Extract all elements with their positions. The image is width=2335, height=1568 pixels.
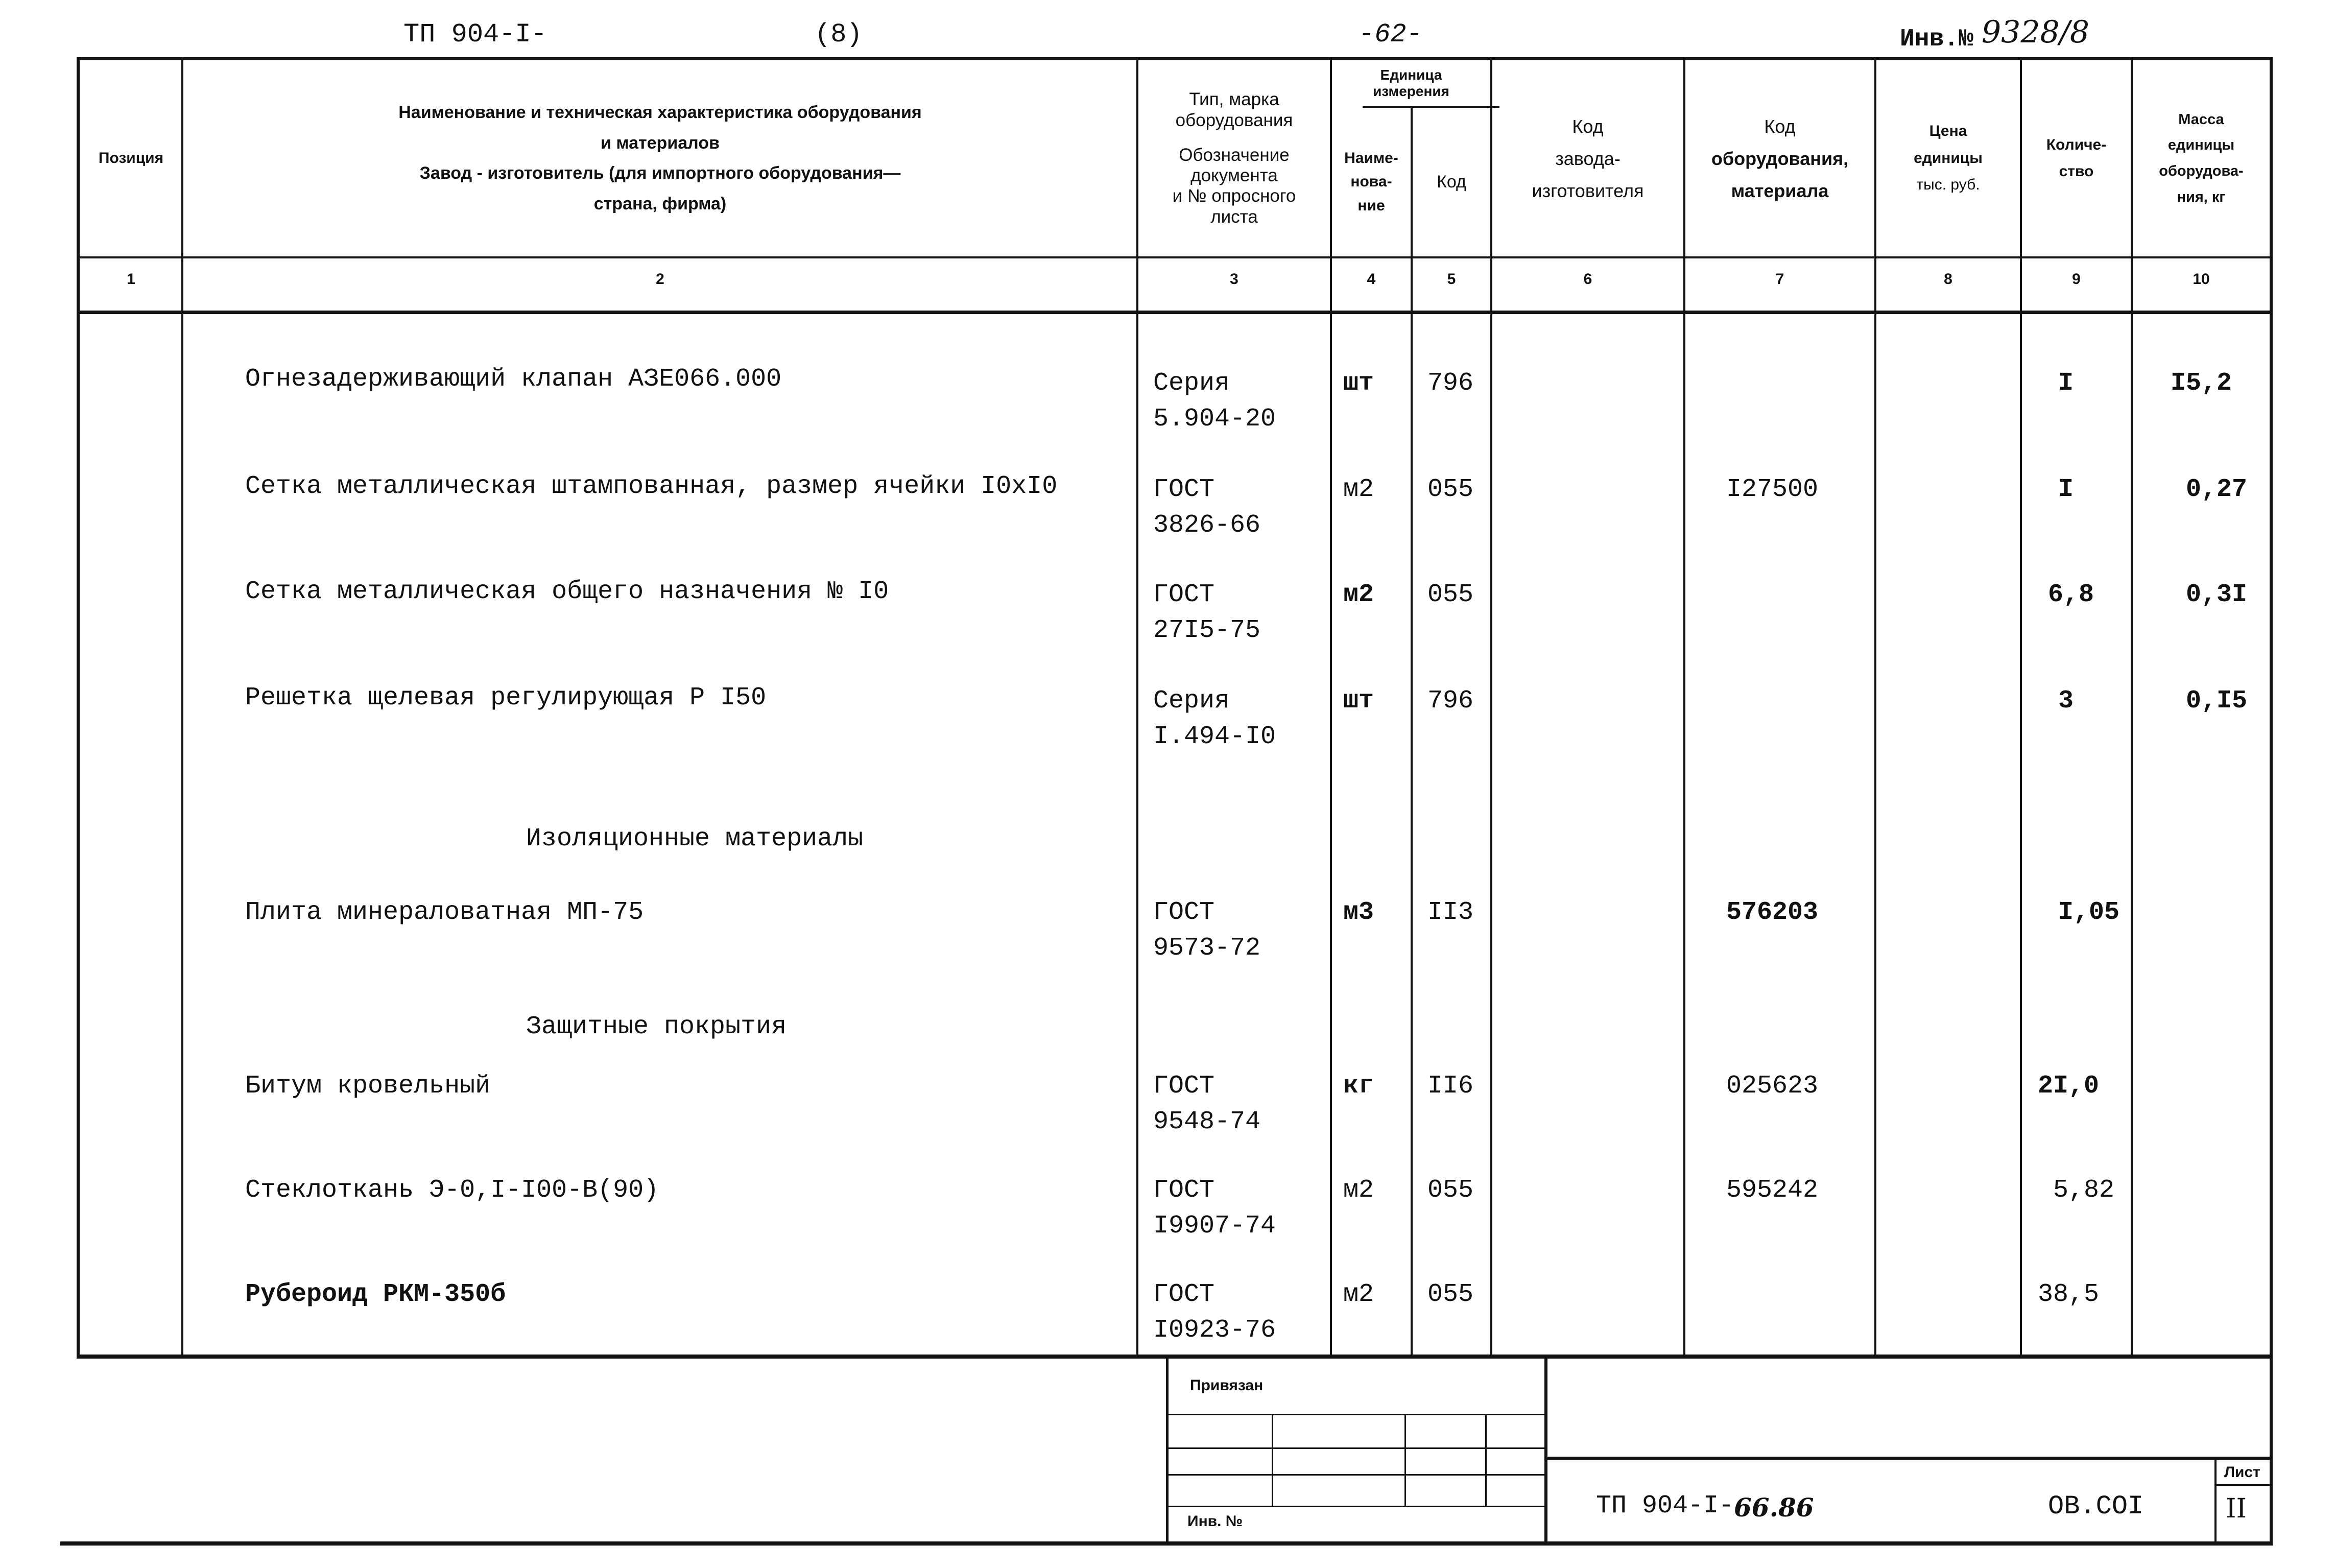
inv-label: Инв.№ [1900,26,1974,53]
col-plant-code: Код завода- изготовителя [1532,115,1644,201]
row-doc-number: 9573-72 [1153,934,1261,963]
row-mass: 0,3I [2186,580,2248,609]
row-doc-type: ГОСТ [1153,1072,1215,1101]
row-name: Битум кровельный [245,1072,491,1101]
col-mass: Масса единицы оборудова- ния, кг [2159,111,2244,205]
row-doc-number: I9907-74 [1153,1211,1276,1241]
row-equipment-code: 595242 [1726,1176,1819,1205]
sheet-label: Лист [2224,1464,2260,1481]
col-unit-code: Код [1437,172,1466,192]
row-doc-type: ГОСТ [1153,475,1215,504]
row-doc-number: I0923-76 [1153,1316,1276,1345]
stamp-mark: ОВ.СОI [2048,1491,2144,1522]
row-unit: шт [1343,686,1374,716]
row-quantity: I [2058,475,2074,504]
row-unit: шт [1343,369,1374,398]
col-number: 7 [1775,271,1784,288]
row-quantity: I [2058,369,2074,398]
row-doc-number: 27I5-75 [1153,616,1261,645]
row-name: Сетка металлическая штампованная, размер ячейки I0xI0 [245,472,1058,501]
row-name: Огнезадерживающий клапан АЗЕ066.000 [245,365,782,394]
row-unit-code: 796 [1427,369,1474,398]
row-quantity: 38,5 [2038,1280,2100,1309]
row-unit: м3 [1343,898,1374,927]
col-name: Наименование и техническая характеристика оборудования и материалов Завод - изготовитель (для импортного оборудования— страна, фирма) [398,103,922,213]
row-equipment-code: I27500 [1726,475,1819,504]
col-position: Позиция [98,149,164,167]
sheet-number: II [2226,1493,2247,1524]
row-doc-type: ГОСТ [1153,1280,1215,1309]
page-number: -62- [1359,19,1422,50]
col-number: 1 [127,271,135,288]
row-doc-number: 3826-66 [1153,511,1261,540]
row-unit-code: II6 [1427,1072,1474,1101]
tied-label: Привязан [1190,1377,1264,1394]
row-quantity: 5,82 [2053,1176,2115,1205]
col-number: 8 [1944,271,1952,288]
row-quantity: 2I,0 [2038,1072,2100,1101]
row-unit: м2 [1343,1176,1374,1205]
row-name: Стеклоткань Э-0,I-I00-В(90) [245,1176,659,1205]
row-doc-type: ГОСТ [1153,580,1215,609]
row-doc-number: 9548-74 [1153,1107,1261,1136]
sheet-ref: (8) [815,19,863,50]
col-equipment-code: Код оборудования, материала [1711,115,1849,201]
row-doc-type: Серия [1153,369,1230,398]
stamp-doc-code: ТП 904-I- [1596,1491,1734,1521]
row-doc-type: Серия [1153,686,1230,716]
row-mass: I5,2 [2171,369,2232,398]
row-quantity: I,05 [2058,898,2120,927]
col-unit-name: Наиме- нова- ние [1344,149,1398,214]
row-unit: м2 [1343,580,1374,609]
col-number: 10 [2193,271,2210,288]
row-doc-type: ГОСТ [1153,1176,1215,1205]
row-unit-code: 055 [1427,580,1474,609]
row-doc-number: 5.904-20 [1153,405,1276,434]
stamp-inv-label: Инв. № [1187,1513,1243,1530]
row-unit-code: 055 [1427,1280,1474,1309]
row-name: Плита минераловатная МП-75 [245,898,644,927]
col-number: 9 [2072,271,2081,288]
col-number: 2 [656,271,664,288]
row-unit-code: II3 [1427,898,1474,927]
row-name: Сетка металлическая общего назначения № I0 [245,577,889,606]
row-equipment-code: 025623 [1726,1072,1819,1101]
row-unit: м2 [1343,1280,1374,1309]
row-name: Решетка щелевая регулирующая Р I50 [245,683,767,712]
row-doc-number: I.494-I0 [1153,722,1276,751]
row-doc-type: ГОСТ [1153,898,1215,927]
stamp-doc-code-hand: 66.86 [1734,1492,1814,1523]
row-unit-code: 055 [1427,475,1474,504]
col-price: Цена единицы тыс. руб. [1914,123,1983,194]
col-number: 4 [1367,271,1376,288]
row-mass: 0,27 [2186,475,2248,504]
row-quantity: 6,8 [2048,580,2094,609]
row-unit: м2 [1343,475,1374,504]
row-unit-code: 055 [1427,1176,1474,1205]
col-unit-group: Единица измерения [1373,66,1449,99]
col-number: 5 [1447,271,1456,288]
row-unit: кг [1343,1072,1374,1101]
col-type: Тип, марка оборудования Обозначение документа и № опросного листа [1172,89,1296,227]
col-number: 6 [1583,271,1592,288]
row-name: Рубероид РКМ-350б [245,1280,506,1309]
inv-number: 9328/8 [1982,14,2090,50]
row-equipment-code: 576203 [1726,898,1819,927]
row-unit-code: 796 [1427,686,1474,716]
col-quantity: Количе- ство [2046,136,2107,180]
row-mass: 0,I5 [2186,686,2248,716]
doc-code-top: ТП 904-I- [403,19,547,50]
section-heading: Изоляционные материалы [526,824,864,853]
section-heading: Защитные покрытия [526,1012,787,1041]
row-quantity: 3 [2058,686,2074,716]
col-number: 3 [1230,271,1238,288]
